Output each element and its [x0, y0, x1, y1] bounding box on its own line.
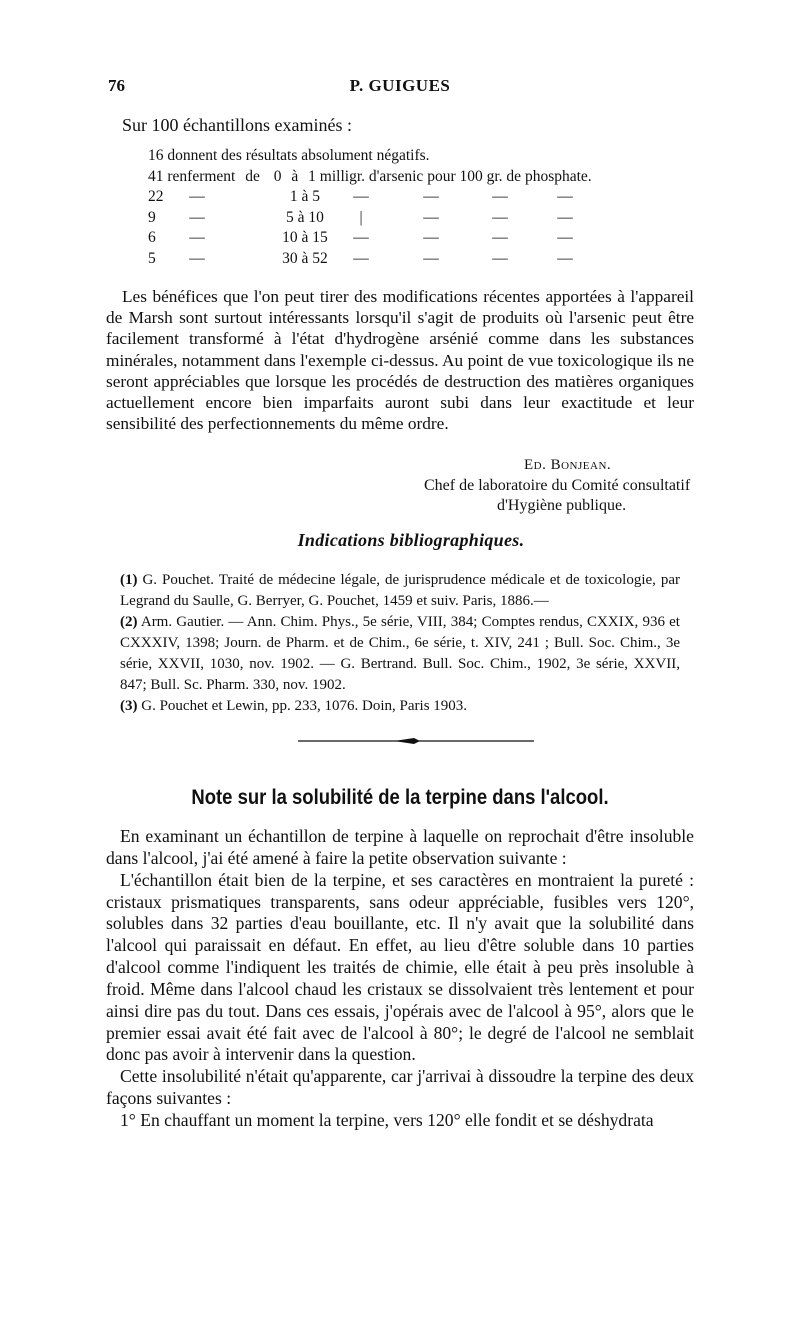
- body-paragraph: 1° En chauffant un moment la terpine, vers 120° elle fondit et se déshydrata: [120, 1109, 654, 1130]
- page-number: 76: [108, 76, 125, 95]
- table-cell: —: [423, 188, 439, 205]
- article-title: Note sur la solubilité de la terpine dans l'alcool.: [191, 786, 609, 809]
- table-row: [148, 188, 600, 209]
- table-cell: —: [423, 229, 439, 246]
- table-cell: d'arsenic: [368, 167, 424, 185]
- section-divider-ornament: [298, 734, 534, 748]
- table-cell: à: [291, 167, 299, 185]
- table-cell: 5: [148, 249, 156, 267]
- reference-number: (2): [120, 614, 138, 630]
- table-cell: —: [353, 249, 369, 267]
- table-cell: 30 à 52: [282, 249, 328, 267]
- table-cell: —: [189, 249, 205, 267]
- table-cell: —: [557, 249, 573, 267]
- table-cell: —: [492, 188, 508, 205]
- table-cell: 0: [273, 167, 282, 185]
- table-cell: de: [245, 167, 260, 185]
- reference-text: G. Pouchet et Lewin, pp. 233, 1076. Doin, Paris 1903.: [141, 698, 468, 714]
- table-cell: —: [557, 188, 573, 205]
- reference-item: [120, 696, 680, 717]
- article-body: [106, 826, 694, 1132]
- body-paragraph: En examinant un échantillon de terpine à laquelle on reprochait d'être insoluble dans l'alcool, j'ai été amené à faire la petite observation suivante :: [106, 826, 694, 868]
- table-cell: milligr.: [319, 167, 365, 185]
- table-cell: renferment: [167, 167, 236, 185]
- table-cell: 1 à 5: [289, 188, 321, 205]
- table-row: [148, 229, 600, 250]
- table-row: [148, 250, 600, 271]
- table-cell: 41: [148, 167, 164, 185]
- bibliography-heading: Indications bibliographiques.: [297, 530, 525, 550]
- arsenic-stats-table: [148, 147, 600, 270]
- reference-text: Arm. Gautier. — Ann. Chim. Phys., 5e série, VIII, 384; Comptes rendus, CXXIX, 936 et CXXXIV, 1398; Journ. de Pharm. et de Chim., 6e série, t. XIV, 241 ; Bull. Soc. Chim., 3e série, XXVII, 1030, nov. 1902. — G. Bertrand. Bull. Soc. Chim., 1902, 3e série, XXVII, 847; Bull. Sc. Pharm. 330, nov. 1902.: [120, 614, 680, 693]
- table-cell: —: [353, 188, 369, 205]
- table-cell: 100: [459, 167, 483, 185]
- table-cell: —: [423, 249, 439, 267]
- reference-number: (1): [120, 572, 138, 588]
- table-cell: —: [423, 208, 439, 226]
- table-cell: gr.: [486, 167, 503, 185]
- reference-item: [120, 570, 680, 612]
- running-head: P. GUIGUES: [349, 76, 451, 95]
- table-cell: —: [492, 208, 508, 226]
- signature-affiliation: d'Hygiène publique.: [497, 497, 627, 514]
- table-row: [148, 168, 600, 189]
- table-cell: 10 à 15: [282, 229, 328, 246]
- intro-line: Sur 100 échantillons examinés :: [122, 115, 352, 135]
- table-cell: —: [189, 188, 205, 205]
- body-paragraph: Cette insolubilité n'était qu'apparente, car j'arrivai à dissoudre la terpine des deux façons suivantes :: [106, 1066, 694, 1109]
- table-cell: —: [189, 229, 205, 246]
- table-cell: —: [557, 208, 573, 226]
- table-cell: —: [557, 229, 573, 246]
- table-cell: 22: [148, 188, 164, 205]
- table-cell: |: [359, 208, 363, 226]
- body-paragraph: Les bénéfices que l'on peut tirer des modifications récentes apportées à l'appareil de Marsh sont surtout intéressants lorsqu'il s'agit de produits où l'arsenic peut être facilement transformé à l'état d'hydrogène arsénié comme dans les substances minérales, notamment dans l'exemple ci-dessus. Au point de vue toxicologique ils ne seront appréciables que lorsque les procédés de destruction des matières organiques actuellement encore bien imparfaits auront subi dans leur exactitude et leur sensibilité des perfectionnements du même ordre.: [106, 287, 694, 434]
- table-cell: 1: [308, 167, 316, 185]
- signature-role: Chef de laboratoire du Comité consultatif: [424, 477, 691, 494]
- body-paragraph: L'échantillon était bien de la terpine, et ses caractères en montraient la pureté : cristaux prismatiques transparents, sans odeur appréciable, fusibles vers 120°, solubles dans 32 parties d'eau bouillante, etc. Il n'y avait que la solubilité dans l'alcool qui paraissait en défaut. En effet, au lieu d'être soluble dans 10 parties d'alcool comme l'indiquent les traités de chimie, elle était à peu près insoluble à froid. Même dans l'alcool chaud les cristaux se dissolvaient très lentement et pour ainsi dire pas du tout. Dans ces essais, j'opérais avec de l'alcool à 95°, alors que le premier essai avait été fait avec de l'alcool à 80°; le degré de l'alcool ne semblait donc pas avoir à intervenir dans la question.: [106, 869, 694, 1065]
- table-cell: de: [506, 167, 522, 185]
- table-cell: —: [189, 208, 205, 226]
- table-cell: pour: [427, 167, 456, 185]
- reference-number: (3): [120, 698, 138, 714]
- reference-item: [120, 612, 680, 696]
- signature-name: Ed. Bonjean.: [524, 457, 612, 473]
- table-cell: —: [492, 229, 508, 246]
- reference-text: G. Pouchet. Traité de médecine légale, de jurisprudence médicale et de toxicologie, par Legrand du Saulle, G. Berryer, G. Pouchet, 1459 et suiv. Paris, 1886.—: [120, 572, 680, 609]
- bibliography-list: [120, 570, 680, 717]
- table-row: [148, 147, 600, 168]
- table-cell: 16 donnent des résultats absolument négatifs.: [148, 147, 430, 164]
- table-cell: phosphate.: [524, 167, 592, 185]
- table-cell: 5 à 10: [286, 208, 324, 226]
- table-cell: 6: [148, 229, 156, 246]
- table-row: [148, 209, 600, 230]
- table-cell: —: [492, 249, 508, 267]
- table-cell: —: [353, 229, 369, 246]
- table-cell: 9: [148, 208, 156, 226]
